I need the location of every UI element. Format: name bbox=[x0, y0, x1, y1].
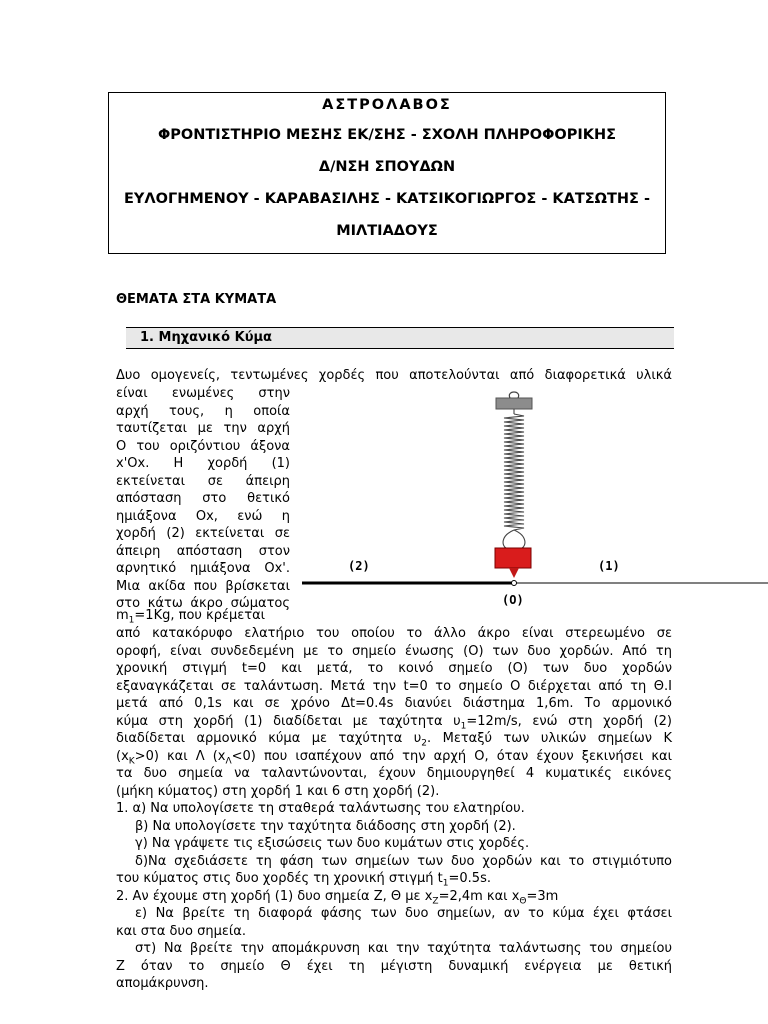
spring-coil bbox=[503, 409, 525, 548]
paragraph-line: είναι ενωμένες στην bbox=[116, 386, 290, 401]
question-line: απομάκρυνση. bbox=[116, 976, 209, 991]
paragraph-line: ταυτίζεται με την αρχή bbox=[116, 421, 290, 436]
paragraph-line: Δυο ομογενείς, τεντωμένες χορδές που αποτελούνται από διαφορετικά υλικά bbox=[116, 368, 672, 383]
header-box bbox=[108, 92, 666, 254]
paragraph-line: χορδή (2) εκτείνεται σε bbox=[116, 526, 290, 541]
paragraph-line: Μια ακίδα που βρίσκεται bbox=[116, 578, 290, 594]
section-title: ΘΕΜΑΤΑ ΣΤΑ ΚΥΜΑΤΑ bbox=[116, 292, 277, 307]
question-line: ε) Να βρείτε τη διαφορά φάσης των δυο σημείων, αν το κύμα έχει φτάσει bbox=[135, 906, 672, 921]
needle-tip bbox=[509, 568, 519, 578]
spring-diagram bbox=[296, 390, 768, 612]
origin-point bbox=[512, 581, 517, 586]
header-subtitle: ΦΡΟΝΤΙΣΤΗΡΙΟ ΜΕΣΗΣ ΕΚ/ΣΗΣ - ΣΧΟΛΗ ΠΛΗΡΟΦΟΡΙΚΗΣ bbox=[157, 127, 617, 143]
paragraph-line: μετά από 0,1s και σε χρόνο Δt=0.4s διανύει διάστημα 1,6m. Το αρμονικό bbox=[116, 696, 672, 711]
subsection-title: 1. Μηχανικό Κύμα bbox=[126, 327, 674, 349]
label-origin: (O) bbox=[502, 593, 524, 607]
paragraph-line: εκτείνεται σε άπειρη bbox=[116, 473, 290, 489]
label-string-2: (2) bbox=[348, 559, 370, 573]
paragraph-line: κύμα στη χορδή (1) διαδίδεται με ταχύτητα $\upsilon_1=12m/s$, ενώ στη χορδή (2) bbox=[116, 713, 672, 732]
paragraph-line: Ο του οριζόντιου άξονα bbox=[116, 438, 290, 454]
question-line: Ζ όταν το σημείο Θ έχει τη μέγιστη δυναμική ενέργεια με θετική bbox=[116, 958, 672, 974]
question-line: 1. α) Να υπολογίσετε τη σταθερά ταλάντωσης του ελατηρίου. bbox=[116, 801, 525, 816]
paragraph-line: $m_1=1Kg$, που κρέμεται bbox=[116, 608, 266, 626]
paragraph-line: τα δυο σημεία να ταλαντώνονται, έχουν δημιουργηθεί 4 κυματικές εικόνες bbox=[116, 766, 672, 781]
header-authors-cont: ΜΙΛΤΙΑΔΟΥΣ bbox=[336, 223, 438, 239]
paragraph-line: x'Ox. Η χορδή (1) bbox=[116, 456, 290, 471]
paragraph-line: οροφή, είναι συνδεδεμένη με το σημείο ένωσης (Ο) των δυο χορδών. Από τη bbox=[116, 643, 672, 659]
question-line: του κύματος στις δυο χορδές τη χρονική στιγμή $t_1=0.5s$. bbox=[116, 871, 491, 889]
question-line: στ) Να βρείτε την απομάκρυνση και την ταχύτητα ταλάντωσης του σημείου bbox=[135, 941, 672, 956]
question-line: δ)Να σχεδιάσετε τη φάση των σημείων των δυο χορδών και το στιγμιότυπο bbox=[135, 853, 672, 869]
paragraph-line: χρονική στιγμή t=0 και μετά, το κοινό σημείο (Ο) των δυο χορδών bbox=[116, 661, 672, 676]
question-line: γ) Να γράψετε τις εξισώσεις των δυο κυμάτων στις χορδές. bbox=[135, 836, 530, 851]
question-line: 2. Αν έχουμε στη χορδή (1) δυο σημεία Ζ, Θ με $x_Z=2,4m$ και $x_\Theta=3m$ bbox=[116, 888, 559, 907]
paragraph-line: απόσταση στο θετικό bbox=[116, 491, 290, 506]
paragraph-line: διαδίδεται αρμονικό κύμα με ταχύτητα $\upsilon_2$. Μεταξύ των υλικών σημείων Κ bbox=[116, 731, 672, 749]
paragraph-line: από κατακόρυφο ελατήριο του οποίου το άλλο άκρο είναι στερεωμένο σε bbox=[116, 626, 672, 641]
paragraph-line: αρνητικό ημιάξονα Οx'. bbox=[116, 561, 290, 576]
question-line: και στα δυο σημεία. bbox=[116, 923, 246, 939]
paragraph-line: (μήκη κύματος) στη χορδή 1 και 6 στη χορδή (2). bbox=[116, 783, 440, 799]
paragraph-line: $(x_K>0)$ και Λ $(x_\Lambda<0)$ που ισαπέχουν από την αρχή Ο, όταν έχουν ξεκινήσει και bbox=[116, 748, 672, 767]
paragraph-line: ημιάξονα Οx, ενώ η bbox=[116, 508, 290, 524]
mass-block bbox=[495, 548, 531, 568]
paragraph-line: εξαναγκάζεται σε ταλάντωση. Μετά την t=0 το σημείο Ο διέρχεται από τη Θ.Ι bbox=[116, 678, 672, 694]
header-title: ΑΣΤΡΟΛΑΒΟΣ bbox=[322, 97, 452, 113]
question-line: β) Να υπολογίσετε την ταχύτητα διάδοσης στη χορδή (2). bbox=[135, 818, 516, 834]
paragraph-line: άπειρη απόσταση στον bbox=[116, 543, 290, 559]
paragraph-line: στο κάτω άκρο σώματος bbox=[116, 596, 290, 611]
header-authors: ΕΥΛΟΓΗΜΕΝΟΥ - ΚΑΡΑΒΑΣΙΛΗΣ - ΚΑΤΣΙΚΟΓΙΩΡΓΟΣ - ΚΑΤΣΩΤΗΣ - bbox=[124, 191, 650, 207]
label-string-1: (1) bbox=[598, 559, 620, 573]
paragraph-line: αρχή τους, η οποία bbox=[116, 403, 290, 419]
header-department: Δ/ΝΣΗ ΣΠΟΥΔΩΝ bbox=[318, 159, 456, 175]
ceiling-mount bbox=[496, 398, 532, 409]
